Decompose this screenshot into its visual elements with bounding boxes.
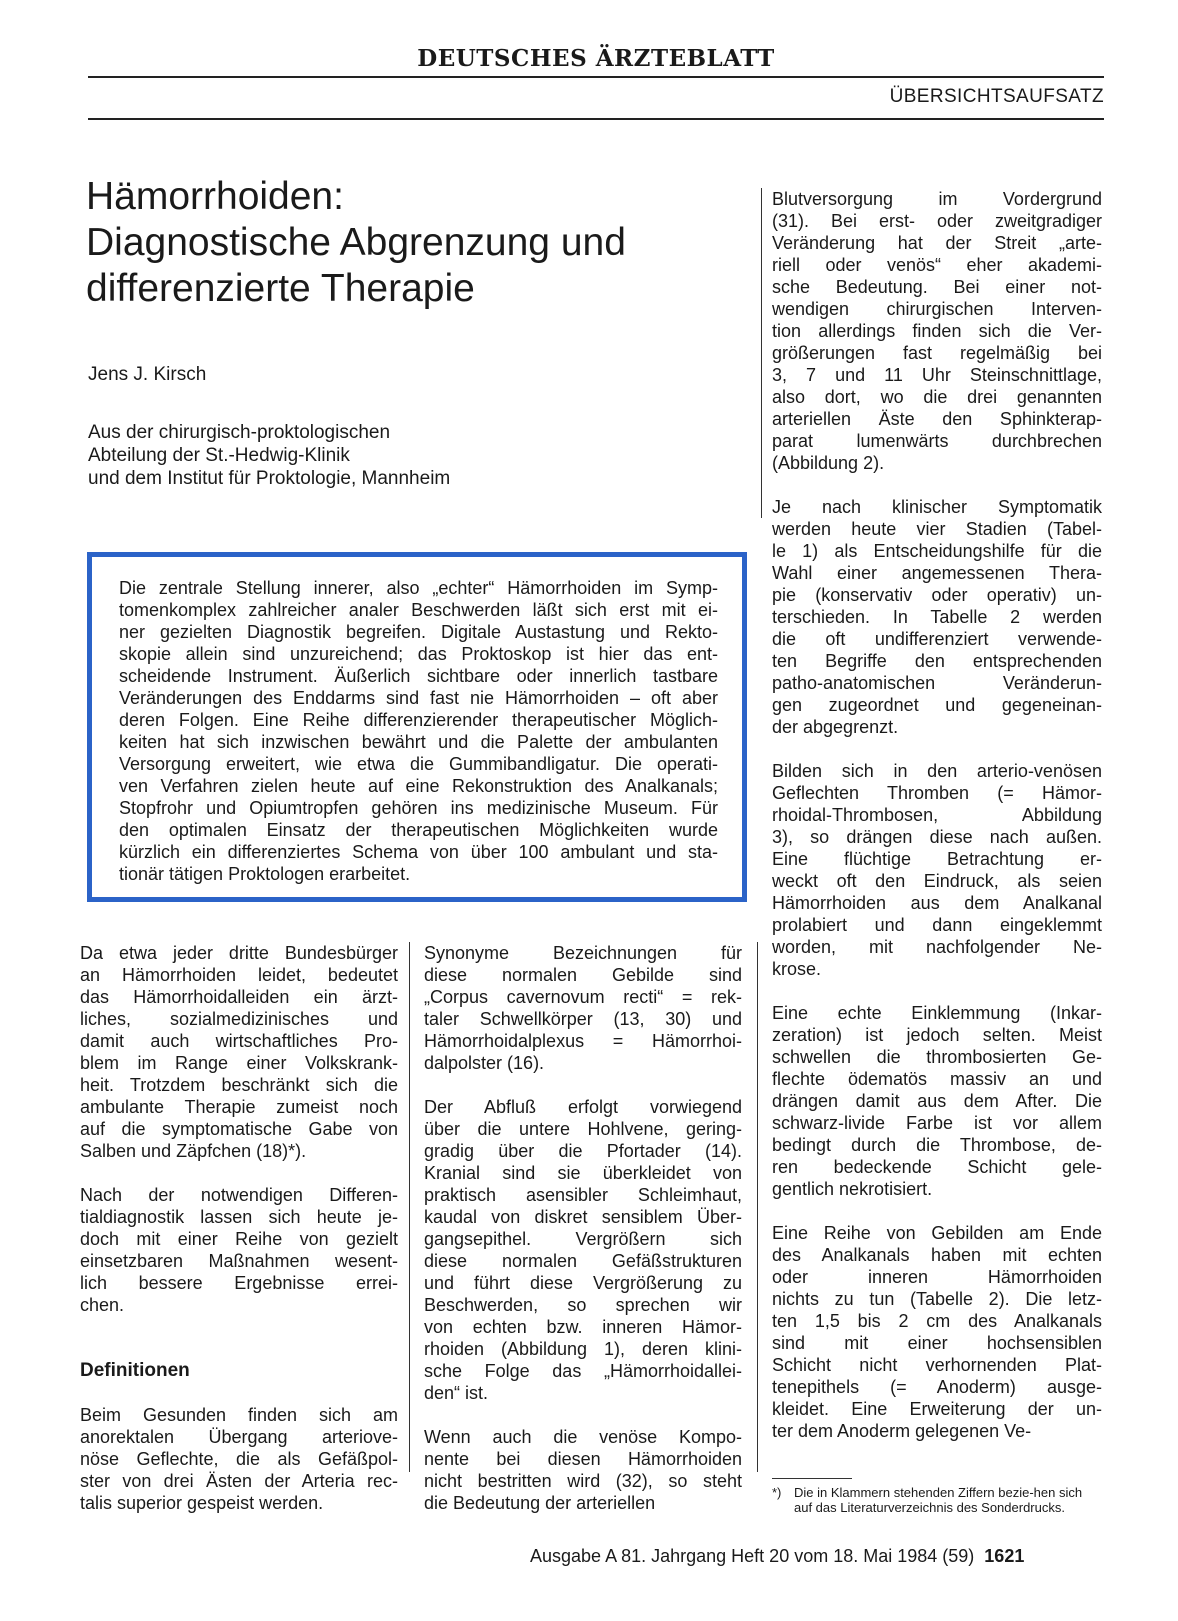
text-line: Wahl einer angemessenen Thera- <box>772 563 1102 583</box>
text-line: (Abbildung 2). <box>772 453 885 473</box>
affiliation-line: Abteilung der St.-Hedwig-Klinik <box>88 445 350 466</box>
section-label: ÜBERSICHTSAUFSATZ <box>889 86 1104 107</box>
text-line: also dort, wo die drei genannten <box>772 387 1102 407</box>
text-line: rhoidal-Thrombosen, Abbildung <box>772 805 1102 825</box>
text-line: terschieden. In Tabelle 2 werden <box>772 607 1102 627</box>
text-line: Eine Reihe von Gebilden am Ende <box>772 1223 1102 1243</box>
title-line: differenzierte Therapie <box>86 267 475 310</box>
text-line: Hämorrhoidalplexus = Hämorrhoi- <box>424 1031 742 1051</box>
text-line: schwarz-livide Farbe ist vor allem <box>772 1113 1102 1133</box>
text-line: ten 1,5 bis 2 cm des Analkanals <box>772 1311 1102 1331</box>
text-line: Nach der notwendigen Differen- <box>80 1185 398 1205</box>
text-line: bedingt durch die Thrombose, de- <box>772 1135 1102 1155</box>
text-line: ren bedeckende Schicht gele- <box>772 1157 1102 1177</box>
text-line: anorektalen Übergang arteriove- <box>80 1427 398 1447</box>
text-line: „Corpus cavernovum recti“ = rek- <box>424 987 742 1007</box>
text-line: talis superior gespeist werden. <box>80 1493 324 1513</box>
text-line: Geflechten Thromben (= Hämor- <box>772 783 1102 803</box>
paragraph-gap <box>424 1404 742 1426</box>
paragraph-gap <box>772 474 1102 496</box>
text-line: parat lumenwärts durchbrechen <box>772 431 1102 451</box>
text-line: Blutversorgung im Vordergrund <box>772 189 1102 209</box>
paragraph-gap <box>80 1338 398 1360</box>
text-line: oder inneren Hämorrhoiden <box>772 1267 1102 1287</box>
paragraph-gap <box>772 738 1102 760</box>
text-line: den optimalen Einsatz der therapeutischen Möglichkeiten wurde <box>119 820 718 840</box>
text-line: chen. <box>80 1295 125 1315</box>
text-line: riell oder venös“ eher akademi- <box>772 255 1102 275</box>
text-line: tialdiagnostik lassen sich heute je- <box>80 1207 398 1227</box>
footnote <box>772 1478 1102 1515</box>
text-column-2 <box>424 942 742 1514</box>
text-line: taler Schwellkörper (13, 30) und <box>424 1009 742 1029</box>
text-line: rhoiden (Abbildung 1), deren klini- <box>424 1339 742 1359</box>
text-line: Versorgung erweitert, wie etwa die Gummibandligatur. Die operati- <box>119 754 718 774</box>
column-divider <box>409 942 410 1472</box>
text-line: diese normalen Gefäßstrukturen <box>424 1251 742 1271</box>
text-line: keiten hat sich inzwischen bewährt und die Palette der ambulanten <box>119 732 718 752</box>
text-line: größerungen fast regelmäßig bei <box>772 343 1102 363</box>
text-line: Beim Gesunden finden sich am <box>80 1405 398 1425</box>
text-line: Stopfrohr und Opiumtropfen gehören ins medizinische Museum. Für <box>119 798 718 818</box>
text-line: Der Abfluß erfolgt vorwiegend <box>424 1097 742 1117</box>
text-line: krose. <box>772 959 822 979</box>
text-line: des Analkanals haben mit echten <box>772 1245 1102 1265</box>
text-line: ster von drei Ästen der Arteria rec- <box>80 1471 398 1491</box>
footnote-text: Die in Klammern stehenden Ziffern bezie-hen sich auf das Literaturverzeichnis des Sonderdrucks. <box>794 1485 1083 1515</box>
text-line: wendigen chirurgischen Interven- <box>772 299 1102 319</box>
text-line: heit. Trotzdem beschränkt sich die <box>80 1075 398 1095</box>
article-title <box>86 174 706 312</box>
text-line: zeration) ist jedoch selten. Meist <box>772 1025 1102 1045</box>
paragraph-gap <box>80 1316 398 1338</box>
text-column-1 <box>80 942 398 1514</box>
text-line: skopie allein sind unzureichend; das Proktoskop ist hier das ent- <box>119 644 718 664</box>
text-line: prolabiert und dann eingeklemmt <box>772 915 1102 935</box>
paragraph-gap <box>80 1382 398 1404</box>
text-line: drängen damit aus dem After. Die <box>772 1091 1102 1111</box>
text-line: worden, mit nachfolgender Ne- <box>772 937 1102 957</box>
text-line: (31). Bei erst- oder zweitgradiger <box>772 211 1102 231</box>
text-line: schwellen die thrombosierten Ge- <box>772 1047 1102 1067</box>
text-line: patho-anatomischen Veränderun- <box>772 673 1102 693</box>
text-line: le 1) als Entscheidungshilfe für die <box>772 541 1102 561</box>
text-line: werden heute vier Stadien (Tabel- <box>772 519 1102 539</box>
text-line: Da etwa jeder dritte Bundesbürger <box>80 943 398 963</box>
text-line: von echten bzw. inneren Hämor- <box>424 1317 742 1337</box>
text-line: Eine flüchtige Betrachtung er- <box>772 849 1102 869</box>
text-line: den“ ist. <box>424 1383 489 1403</box>
text-line: liches, sozialmedizinisches und <box>80 1009 398 1029</box>
text-line: tionär tätigen Proktologen erarbeitet. <box>119 864 411 884</box>
title-line: Diagnostische Abgrenzung und <box>86 221 626 264</box>
column-divider <box>761 188 762 518</box>
text-line: arteriellen Äste den Sphinkterap- <box>772 409 1102 429</box>
text-line: kaudal von diskret sensiblem Über- <box>424 1207 742 1227</box>
text-line: tenepithels (= Anoderm) ausge- <box>772 1377 1102 1397</box>
affiliation-line: Aus der chirurgisch-proktologischen <box>88 422 391 443</box>
text-line: gentlich nekrotisiert. <box>772 1179 933 1199</box>
text-line: einsetzbaren Maßnahmen wesent- <box>80 1251 398 1271</box>
text-line: scheidende Instrument. Äußerlich sichtbare oder innerlich tastbare <box>119 666 718 686</box>
affiliation <box>88 421 608 490</box>
text-line: 3), so drängen diese nach außen. <box>772 827 1102 847</box>
text-line: gen zugeordnet und gegeneinan- <box>772 695 1102 715</box>
paragraph-gap <box>424 1074 742 1096</box>
paragraph-gap <box>772 1200 1102 1222</box>
text-line: kürzlich ein differenziertes Schema von über 100 ambulant und sta- <box>119 842 718 862</box>
section-heading: Definitionen <box>80 1360 190 1381</box>
column-divider <box>757 942 758 1472</box>
text-line: sche Folge das „Hämorrhoidallei- <box>424 1361 742 1381</box>
text-line: praktisch asensibler Schleimhaut, <box>424 1185 742 1205</box>
text-line: und führt diese Vergrößerung zu <box>424 1273 742 1293</box>
text-line: an Hämorrhoiden leidet, bedeutet <box>80 965 398 985</box>
text-line: Kranial sind sie überkleidet von <box>424 1163 742 1183</box>
text-line: nichts zu tun (Tabelle 2). Die letz- <box>772 1289 1102 1309</box>
text-line: deren Folgen. Eine Reihe differenzierender therapeutischer Möglich- <box>119 710 718 730</box>
text-line: weckt oft den Eindruck, als seien <box>772 871 1102 891</box>
text-line: 3, 7 und 11 Uhr Steinschnittlage, <box>772 365 1102 385</box>
header-rule <box>88 118 1104 120</box>
text-line: die oft undifferenziert verwende- <box>772 629 1102 649</box>
text-line: ten Begriffe den entsprechenden <box>772 651 1102 671</box>
text-line: ven Verfahren zielen heute auf eine Rekonstruktion des Analkanals; <box>119 776 718 796</box>
footnote-rule <box>772 1478 852 1479</box>
issue-info: Ausgabe A 81. Jahrgang Heft 20 vom 18. Mai 1984 (59) <box>530 1546 975 1566</box>
text-line: der abgegrenzt. <box>772 717 899 737</box>
text-line: Veränderungen des Enddarms sind fast nie Hämorrhoiden – oft aber <box>119 688 718 708</box>
text-line: über die untere Hohlvene, gering- <box>424 1119 742 1139</box>
affiliation-line: und dem Institut für Proktologie, Mannheim <box>88 468 451 489</box>
title-line: Hämorrhoiden: <box>86 175 344 218</box>
text-line: flechte ödematös massiv an und <box>772 1069 1102 1089</box>
text-line: doch mit einer Reihe von gezielt <box>80 1229 398 1249</box>
masthead: DEUTSCHES ÄRZTEBLATT <box>88 46 1104 78</box>
text-line: ter dem Anoderm gelegenen Ve- <box>772 1421 1032 1441</box>
text-line: lich bessere Ergebnisse errei- <box>80 1273 398 1293</box>
text-line: Synonyme Bezeichnungen für <box>424 943 742 963</box>
text-line: dalpolster (16). <box>424 1053 545 1073</box>
text-line: gradig über die Pfortader (14). <box>424 1141 742 1161</box>
text-line: damit auch wirtschaftliches Pro- <box>80 1031 398 1051</box>
text-line: kleidet. Eine Erweiterung der un- <box>772 1399 1102 1419</box>
text-line: nente bei diesen Hämorrhoiden <box>424 1449 742 1469</box>
text-column-3 <box>772 188 1102 1442</box>
text-line: sche Bedeutung. Bei einer not- <box>772 277 1102 297</box>
text-line: Salben und Zäpfchen (18)*). <box>80 1141 307 1161</box>
text-line: Wenn auch die venöse Kompo- <box>424 1427 742 1447</box>
page-number: 1621 <box>984 1546 1025 1566</box>
text-line: gangsepithel. Vergrößern sich <box>424 1229 742 1249</box>
text-line: Je nach klinischer Symptomatik <box>772 497 1102 517</box>
text-line: tion allerdings finden sich die Ver- <box>772 321 1102 341</box>
abstract-box <box>87 552 747 902</box>
text-line: Eine echte Einklemmung (Inkar- <box>772 1003 1102 1023</box>
text-line: Veränderung hat der Streit „arte- <box>772 233 1102 253</box>
text-line: ambulante Therapie zumeist noch <box>80 1097 398 1117</box>
text-line: sind mit einer hochsensiblen <box>772 1333 1102 1353</box>
abstract-text <box>119 577 718 885</box>
text-line: nicht bestritten wird (32), so steht <box>424 1471 742 1491</box>
author: Jens J. Kirsch <box>88 364 207 385</box>
paragraph-gap <box>772 980 1102 1002</box>
text-line: Bilden sich in den arterio-venösen <box>772 761 1102 781</box>
page-footer <box>530 1546 1024 1567</box>
text-line: Die zentrale Stellung innerer, also „echter“ Hämorrhoiden im Symp- <box>119 578 718 598</box>
text-line: das Hämorrhoidalleiden ein ärzt- <box>80 987 398 1007</box>
text-line: Hämorrhoiden aus dem Analkanal <box>772 893 1102 913</box>
text-line: nöse Geflechte, die als Gefäßpol- <box>80 1449 398 1469</box>
paragraph-gap <box>80 1162 398 1184</box>
text-line: pie (konservativ oder operativ) un- <box>772 585 1102 605</box>
text-line: Beschwerden, so sprechen wir <box>424 1295 742 1315</box>
text-line: die Bedeutung der arteriellen <box>424 1493 656 1513</box>
text-line: tomenkomplex zahlreicher analer Beschwerden läßt sich erst mit ei- <box>119 600 718 620</box>
text-line: diese normalen Gebilde sind <box>424 965 742 985</box>
footnote-marker: *) <box>772 1485 782 1500</box>
text-line: ner gezielten Diagnostik begreifen. Digitale Austastung und Rekto- <box>119 622 718 642</box>
text-line: blem im Range einer Volkskrank- <box>80 1053 398 1073</box>
text-line: Schicht nicht verhornenden Plat- <box>772 1355 1102 1375</box>
text-line: auf die symptomatische Gabe von <box>80 1119 398 1139</box>
